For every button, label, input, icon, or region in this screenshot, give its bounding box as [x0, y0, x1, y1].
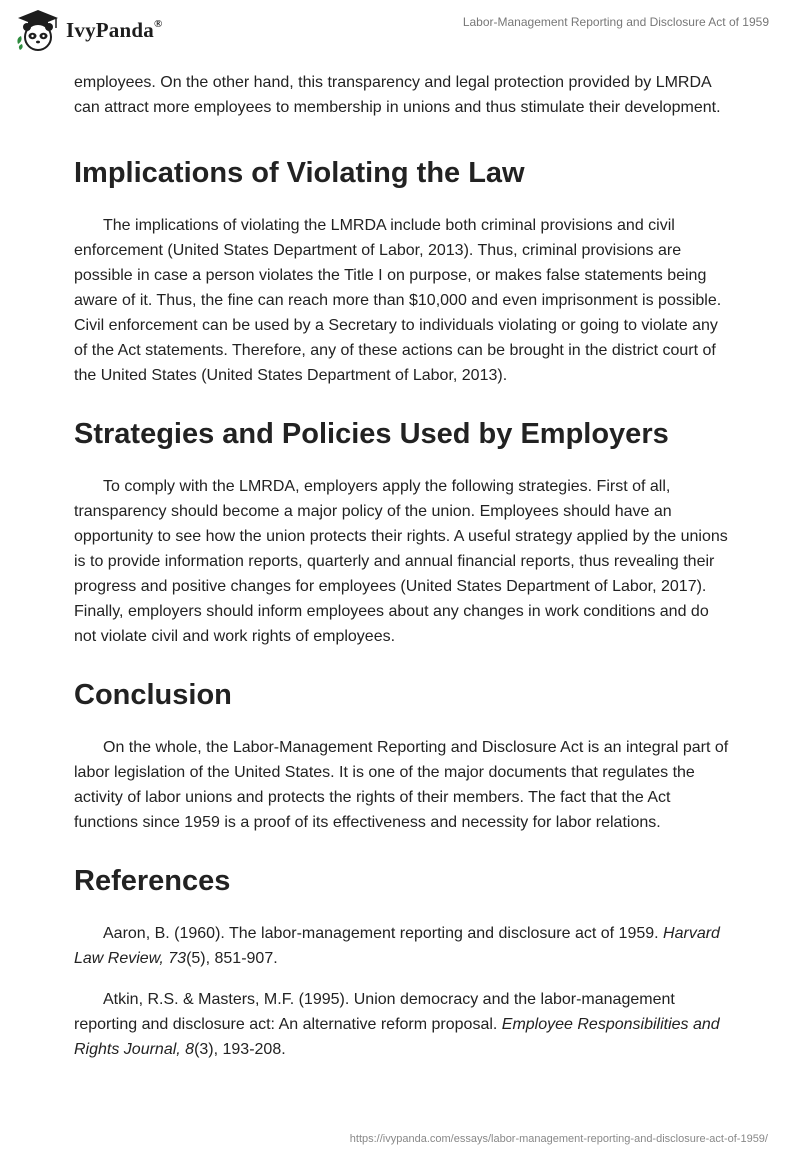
- panda-graduate-icon: [14, 8, 62, 52]
- reference-item: Aaron, B. (1960). The labor-management reporting and disclosure act of 1959. Harvard Law Review, 73(5), 851-907.: [74, 925, 720, 967]
- heading-conclusion: Conclusion: [74, 679, 232, 711]
- ivypanda-logo[interactable]: [14, 8, 162, 52]
- brand-name: IvyPanda®: [66, 17, 163, 42]
- reference-item: Atkin, R.S. & Masters, M.F. (1995). Union democracy and the labor-management reporting and disclosure act: An alternative reform proposal. Employee Responsibilities and Rights Journal, 8(3), 193-208.: [74, 991, 720, 1058]
- page-header: [0, 0, 800, 70]
- conclusion-paragraph: On the whole, the Labor-Management Reporting and Disclosure Act is an integral part of labor legislation of the United States. It is one of the major documents that regulates the activity of labor unions and protects the rights of their members. The fact that the Act functions since 1959 is a proof of its effectiveness and necessity for labor relations.: [74, 739, 729, 831]
- strategies-paragraph: To comply with the LMRDA, employers apply the following strategies. First of all, transparency should become a major policy of the union. Employees should have an opportunity to see how the union protects their rights. A useful strategy applied by the unions is to provide information reports, quarterly and annual financial reports, thus revealing their progress and positive changes for employees (United States Department of Labor, 2017). Finally, employers should inform employees about any changes in work conditions and do not violate civil and work rights of employees.: [74, 478, 728, 645]
- intro-paragraph: employees. On the other hand, this transparency and legal protection provided by LMRDA can attract more employees to membership in unions and thus stimulate their development.: [74, 74, 721, 116]
- implications-paragraph: The implications of violating the LMRDA include both criminal provisions and civil enforcement (United States Department of Labor, 2013). Thus, criminal provisions are possible in case a person violates the Title I on purpose, or makes false statements being aware of it. Thus, the fine can reach more than $10,000 and even imprisonment is possible. Civil enforcement can be used by a Secretary to individuals violating or going to violate any of the Act statements. Therefore, any of these actions can be brought in the district court of the United States (United States Department of Labor, 2013).: [74, 217, 722, 384]
- heading-references: References: [74, 865, 231, 897]
- source-url[interactable]: https://ivypanda.com/essays/labor-management-reporting-and-disclosure-act-of-1959/: [349, 1133, 768, 1145]
- heading-strategies: Strategies and Policies Used by Employers: [74, 418, 669, 450]
- heading-implications: Implications of Violating the Law: [74, 157, 525, 189]
- document-title: Labor-Management Reporting and Disclosure Act of 1959: [462, 15, 769, 29]
- document-body: [74, 70, 734, 1062]
